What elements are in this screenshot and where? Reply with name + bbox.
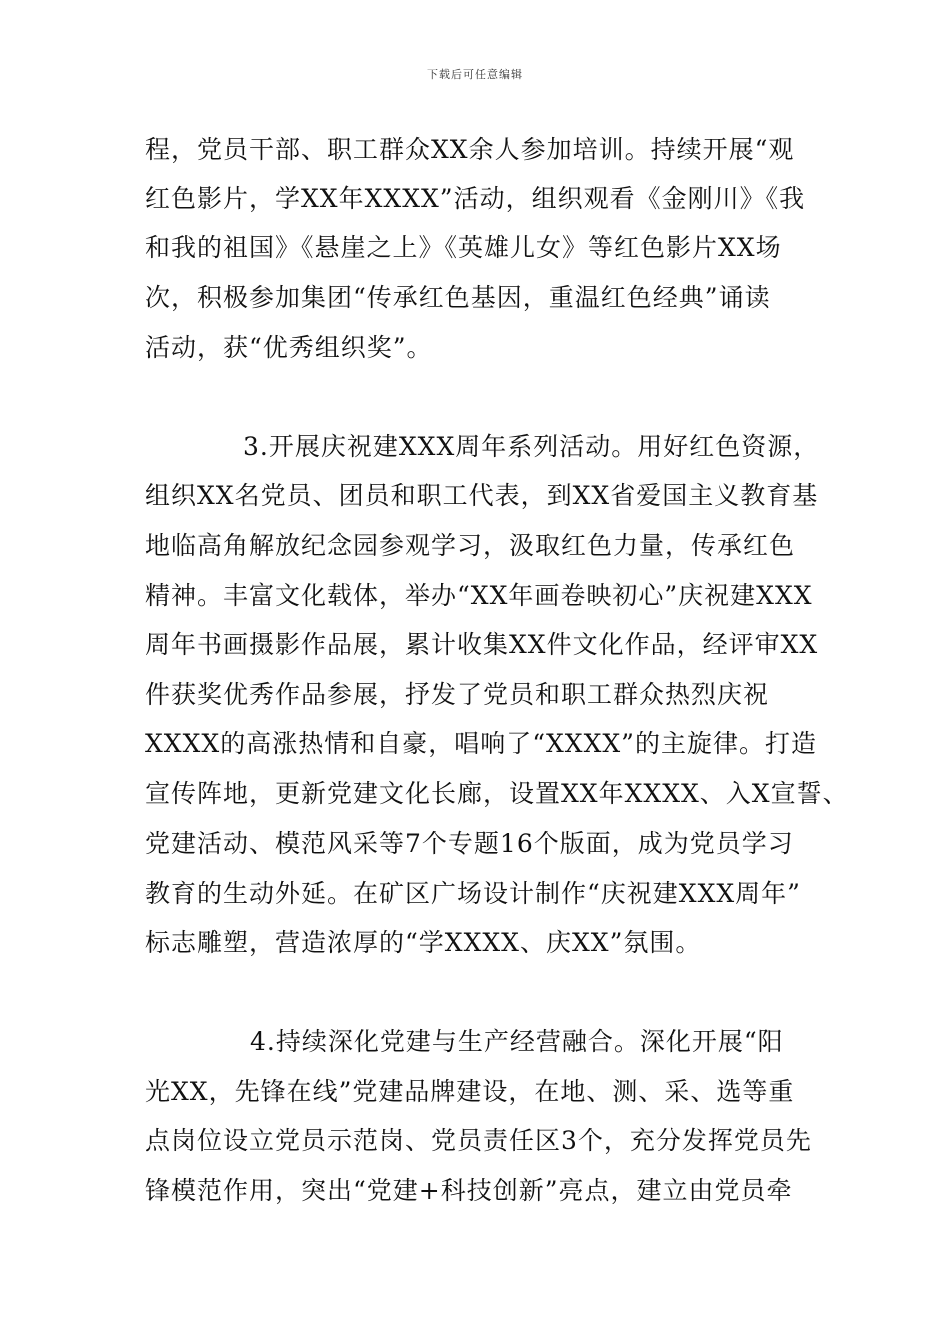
- text-line: 精神。丰富文化载体，举办“XX年画卷映初心”庆祝建XXX: [145, 581, 813, 610]
- text-line: 次，积极参加集团“传承红色基因，重温红色经典”诵读: [145, 283, 771, 312]
- text-line: 党建活动、模范风采等7个专题16个版面，成为党员学习: [145, 829, 794, 858]
- text-line: 活动，获“优秀组织奖”。: [145, 333, 433, 362]
- page-header: 下载后可任意编辑: [427, 68, 523, 81]
- text-line: 标志雕塑，营造浓厚的“学XXXX、庆XX”氛围。: [145, 928, 702, 957]
- paragraph-heading: 4.持续深化党建与生产经营融合。深化开展“阳: [250, 1027, 784, 1056]
- text-line: 教育的生动外延。在矿区广场设计制作“庆祝建XXX周年”: [145, 879, 801, 908]
- text-line: 组织XX名党员、团员和职工代表，到XX省爱国主义教育基: [145, 481, 819, 510]
- text-line: 锋模范作用，突出“党建+科技创新”亮点，建立由党员牵: [145, 1176, 793, 1205]
- text-line: XXXX的高涨热情和自豪，唱响了“XXXX”的主旋律。打造: [145, 729, 817, 758]
- text-line: 红色影片，学XX年XXXX”活动，组织观看《金刚川》《我: [145, 184, 806, 213]
- text-line: 宣传阵地，更新党建文化长廊，设置XX年XXXX、入X宣誓、: [145, 779, 849, 808]
- text-line: 光XX，先锋在线”党建品牌建设，在地、测、采、选等重: [145, 1077, 795, 1106]
- text-line: 程，党员干部、职工群众XX余人参加培训。持续开展“观: [145, 135, 795, 164]
- text-line: 地临高角解放纪念园参观学习，汲取红色力量，传承红色: [145, 531, 796, 560]
- text-line: 点岗位设立党员示范岗、党员责任区3个，充分发挥党员先: [145, 1126, 812, 1155]
- text-line: 和我的祖国》《悬崖之上》《英雄儿女》等红色影片XX场: [145, 233, 782, 262]
- paragraph-heading: 3.开展庆祝建XXX周年系列活动。用好红色资源，: [243, 432, 820, 461]
- text-line: 件获奖优秀作品参展，抒发了党员和职工群众热烈庆祝: [145, 680, 770, 709]
- text-line: 周年书画摄影作品展，累计收集XX件文化作品，经评审XX: [145, 630, 819, 659]
